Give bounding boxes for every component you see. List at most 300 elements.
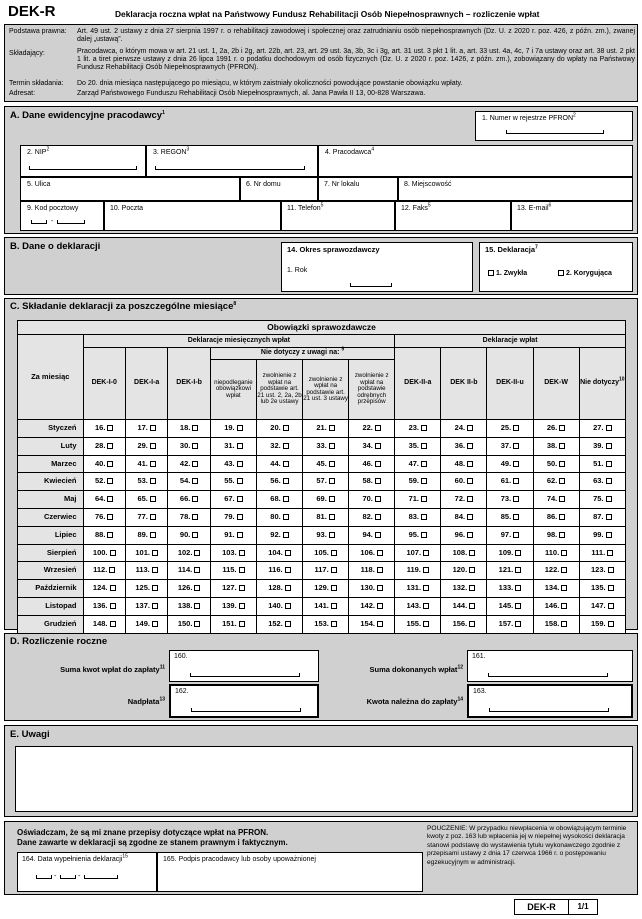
month-checkbox-cell[interactable] (256, 473, 302, 491)
month-checkbox-cell[interactable] (533, 437, 579, 455)
month-checkbox-cell[interactable] (210, 508, 256, 526)
month-checkbox-cell[interactable] (168, 455, 210, 473)
checkbox-icon[interactable] (375, 478, 381, 484)
checkbox-icon[interactable] (331, 621, 337, 627)
month-checkbox-cell[interactable] (487, 437, 533, 455)
month-checkbox-cell[interactable] (441, 615, 487, 633)
checkbox-icon[interactable] (421, 532, 427, 538)
checkbox-icon[interactable] (285, 550, 291, 556)
month-checkbox-cell[interactable] (83, 580, 125, 598)
month-checkbox-cell[interactable] (303, 580, 349, 598)
month-checkbox-cell[interactable] (349, 420, 395, 438)
month-checkbox-cell[interactable] (168, 473, 210, 491)
checkbox-icon[interactable] (152, 585, 158, 591)
checkbox-icon[interactable] (559, 496, 565, 502)
field-5-street[interactable]: 5. Ulica (20, 177, 240, 201)
month-checkbox-cell[interactable] (83, 597, 125, 615)
month-checkbox-cell[interactable] (168, 437, 210, 455)
remarks-field[interactable] (15, 746, 633, 812)
month-checkbox-cell[interactable] (83, 420, 125, 438)
month-checkbox-cell[interactable] (349, 615, 395, 633)
checkbox-icon[interactable] (421, 478, 427, 484)
checkbox-icon[interactable] (513, 443, 519, 449)
checkbox-icon[interactable] (377, 603, 383, 609)
checkbox-icon[interactable] (375, 514, 381, 520)
checkbox-icon[interactable] (423, 585, 429, 591)
month-checkbox-cell[interactable] (210, 420, 256, 438)
checkbox-icon[interactable] (109, 567, 115, 573)
month-checkbox-cell[interactable] (533, 526, 579, 544)
checkbox-icon[interactable] (606, 514, 612, 520)
month-checkbox-cell[interactable] (125, 455, 167, 473)
field-1-pfron-number[interactable]: 1. Numer w rejestrze PFRON$^2$ (475, 111, 633, 141)
month-checkbox-cell[interactable] (303, 455, 349, 473)
month-checkbox-cell[interactable] (487, 544, 533, 562)
month-checkbox-cell[interactable] (256, 508, 302, 526)
month-checkbox-cell[interactable] (349, 597, 395, 615)
month-checkbox-cell[interactable] (487, 455, 533, 473)
checkbox-icon[interactable] (192, 443, 198, 449)
option-correcting[interactable]: 2. Korygująca (556, 270, 612, 278)
month-checkbox-cell[interactable] (349, 473, 395, 491)
checkbox-icon[interactable] (150, 478, 156, 484)
field-12-fax[interactable]: 12. Faks$^5$ (395, 201, 511, 231)
month-checkbox-cell[interactable] (579, 455, 625, 473)
month-checkbox-cell[interactable] (579, 473, 625, 491)
month-checkbox-cell[interactable] (125, 508, 167, 526)
month-checkbox-cell[interactable] (83, 526, 125, 544)
month-checkbox-cell[interactable] (579, 615, 625, 633)
checkbox-icon[interactable] (513, 514, 519, 520)
month-checkbox-cell[interactable] (303, 597, 349, 615)
checkbox-icon[interactable] (469, 603, 475, 609)
checkbox-icon[interactable] (515, 603, 521, 609)
checkbox-icon[interactable] (375, 461, 381, 467)
month-checkbox-cell[interactable] (441, 455, 487, 473)
checkbox-icon[interactable] (152, 621, 158, 627)
checkbox-icon[interactable] (192, 532, 198, 538)
checkbox-icon[interactable] (237, 425, 243, 431)
checkbox-icon[interactable] (329, 514, 335, 520)
checkbox-icon[interactable] (239, 585, 245, 591)
checkbox-icon[interactable] (559, 461, 565, 467)
checkbox-icon[interactable] (515, 550, 521, 556)
month-checkbox-cell[interactable] (441, 437, 487, 455)
checkbox-icon[interactable] (152, 603, 158, 609)
month-checkbox-cell[interactable] (168, 615, 210, 633)
checkbox-icon[interactable] (559, 514, 565, 520)
field-164-date[interactable]: 164. Data wypełnienia deklaracji$^{15}$ - - (17, 852, 157, 892)
month-checkbox-cell[interactable] (303, 615, 349, 633)
checkbox-icon[interactable] (110, 550, 116, 556)
checkbox-icon[interactable] (283, 461, 289, 467)
checkbox-icon[interactable] (561, 550, 567, 556)
checkbox-icon[interactable] (513, 496, 519, 502)
month-checkbox-cell[interactable] (83, 544, 125, 562)
checkbox-icon[interactable] (329, 425, 335, 431)
checkbox-icon[interactable] (423, 550, 429, 556)
field-3-regon[interactable]: 3. REGON$^3$ (146, 145, 318, 177)
month-checkbox-cell[interactable] (349, 562, 395, 580)
checkbox-icon[interactable] (377, 621, 383, 627)
month-checkbox-cell[interactable] (395, 562, 441, 580)
month-checkbox-cell[interactable] (125, 544, 167, 562)
month-checkbox-cell[interactable] (441, 544, 487, 562)
month-checkbox-cell[interactable] (256, 526, 302, 544)
month-checkbox-cell[interactable] (487, 420, 533, 438)
checkbox-icon[interactable] (152, 550, 158, 556)
month-checkbox-cell[interactable] (210, 473, 256, 491)
checkbox-icon[interactable] (107, 496, 113, 502)
checkbox-icon[interactable] (467, 461, 473, 467)
field-2-nip[interactable]: 2. NIP$^2$ (20, 145, 146, 177)
checkbox-icon[interactable] (375, 532, 381, 538)
month-checkbox-cell[interactable] (441, 562, 487, 580)
checkbox-icon[interactable] (467, 443, 473, 449)
checkbox-icon[interactable] (237, 478, 243, 484)
month-checkbox-cell[interactable] (349, 580, 395, 598)
month-checkbox-cell[interactable] (441, 597, 487, 615)
checkbox-icon[interactable] (375, 425, 381, 431)
checkbox-icon[interactable] (421, 496, 427, 502)
month-checkbox-cell[interactable] (533, 544, 579, 562)
field-8-city[interactable]: 8. Miejscowość (398, 177, 633, 201)
checkbox-icon[interactable] (237, 514, 243, 520)
month-checkbox-cell[interactable] (125, 491, 167, 509)
checkbox-icon[interactable] (239, 603, 245, 609)
checkbox-icon[interactable] (239, 621, 245, 627)
checkbox-icon[interactable] (283, 443, 289, 449)
checkbox-icon[interactable] (606, 496, 612, 502)
checkbox-icon[interactable] (107, 461, 113, 467)
month-checkbox-cell[interactable] (256, 597, 302, 615)
checkbox-icon[interactable] (107, 532, 113, 538)
month-checkbox-cell[interactable] (303, 526, 349, 544)
checkbox-icon[interactable] (469, 585, 475, 591)
month-checkbox-cell[interactable] (579, 526, 625, 544)
month-checkbox-cell[interactable] (168, 491, 210, 509)
month-checkbox-cell[interactable] (579, 508, 625, 526)
month-checkbox-cell[interactable] (533, 580, 579, 598)
month-checkbox-cell[interactable] (533, 597, 579, 615)
checkbox-icon[interactable] (467, 514, 473, 520)
field-10-post-office[interactable]: 10. Poczta (104, 201, 281, 231)
checkbox-icon[interactable] (375, 443, 381, 449)
checkbox-icon[interactable] (331, 567, 337, 573)
option-normal[interactable]: 1. Zwykła (486, 270, 527, 278)
checkbox-icon[interactable] (608, 585, 614, 591)
checkbox-icon[interactable] (606, 532, 612, 538)
field-162-overpayment[interactable]: 162. (169, 684, 319, 718)
month-checkbox-cell[interactable] (579, 437, 625, 455)
field-165-signature[interactable]: 165. Podpis pracodawcy lub osoby upoważnionej (157, 852, 423, 892)
checkbox-icon[interactable] (561, 585, 567, 591)
checkbox-icon[interactable] (283, 532, 289, 538)
checkbox-icon[interactable] (421, 443, 427, 449)
month-checkbox-cell[interactable] (125, 473, 167, 491)
month-checkbox-cell[interactable] (441, 508, 487, 526)
month-checkbox-cell[interactable] (303, 562, 349, 580)
month-checkbox-cell[interactable] (256, 420, 302, 438)
field-163-amount-due[interactable]: 163. (467, 684, 633, 718)
month-checkbox-cell[interactable] (579, 420, 625, 438)
checkbox-icon[interactable] (469, 550, 475, 556)
month-checkbox-cell[interactable] (210, 562, 256, 580)
month-checkbox-cell[interactable] (533, 473, 579, 491)
checkbox-icon[interactable] (329, 461, 335, 467)
checkbox-icon[interactable] (283, 514, 289, 520)
month-checkbox-cell[interactable] (395, 544, 441, 562)
checkbox-icon[interactable] (150, 461, 156, 467)
month-checkbox-cell[interactable] (210, 580, 256, 598)
checkbox-icon[interactable] (607, 550, 613, 556)
month-checkbox-cell[interactable] (487, 526, 533, 544)
checkbox-icon[interactable] (150, 443, 156, 449)
field-4-employer[interactable]: 4. Pracodawca$^4$ (318, 145, 633, 177)
month-checkbox-cell[interactable] (533, 455, 579, 473)
checkbox-icon[interactable] (192, 478, 198, 484)
month-checkbox-cell[interactable] (533, 491, 579, 509)
checkbox-icon[interactable] (608, 567, 614, 573)
checkbox-icon[interactable] (194, 550, 200, 556)
month-checkbox-cell[interactable] (303, 420, 349, 438)
checkbox-icon[interactable] (513, 425, 519, 431)
month-checkbox-cell[interactable] (533, 562, 579, 580)
checkbox-icon[interactable] (423, 603, 429, 609)
month-checkbox-cell[interactable] (395, 615, 441, 633)
month-checkbox-cell[interactable] (83, 491, 125, 509)
checkbox-icon[interactable] (559, 443, 565, 449)
checkbox-icon[interactable] (194, 585, 200, 591)
month-checkbox-cell[interactable] (125, 615, 167, 633)
checkbox-icon[interactable] (150, 425, 156, 431)
checkbox-icon[interactable] (283, 478, 289, 484)
month-checkbox-cell[interactable] (579, 597, 625, 615)
month-checkbox-cell[interactable] (168, 562, 210, 580)
month-checkbox-cell[interactable] (349, 526, 395, 544)
checkbox-icon[interactable] (107, 425, 113, 431)
month-checkbox-cell[interactable] (210, 437, 256, 455)
month-checkbox-cell[interactable] (256, 455, 302, 473)
checkbox-icon[interactable] (375, 496, 381, 502)
month-checkbox-cell[interactable] (256, 544, 302, 562)
month-checkbox-cell[interactable] (125, 437, 167, 455)
checkbox-icon[interactable] (152, 567, 158, 573)
field-11-phone[interactable]: 11. Telefon$^5$ (281, 201, 395, 231)
month-checkbox-cell[interactable] (533, 615, 579, 633)
checkbox-icon[interactable] (150, 532, 156, 538)
checkbox-icon[interactable] (107, 443, 113, 449)
month-checkbox-cell[interactable] (579, 544, 625, 562)
month-checkbox-cell[interactable] (579, 580, 625, 598)
month-checkbox-cell[interactable] (256, 437, 302, 455)
checkbox-icon[interactable] (377, 550, 383, 556)
field-161-sum-paid[interactable]: 161. (467, 650, 633, 682)
month-checkbox-cell[interactable] (395, 473, 441, 491)
month-checkbox-cell[interactable] (487, 562, 533, 580)
month-checkbox-cell[interactable] (395, 455, 441, 473)
checkbox-icon[interactable] (329, 478, 335, 484)
checkbox-icon[interactable] (608, 621, 614, 627)
month-checkbox-cell[interactable] (210, 597, 256, 615)
month-checkbox-cell[interactable] (168, 508, 210, 526)
checkbox-icon[interactable] (559, 478, 565, 484)
checkbox-icon[interactable] (606, 443, 612, 449)
month-checkbox-cell[interactable] (125, 580, 167, 598)
month-checkbox-cell[interactable] (579, 491, 625, 509)
checkbox-icon[interactable] (606, 478, 612, 484)
checkbox-icon[interactable] (331, 550, 337, 556)
checkbox-icon[interactable] (515, 621, 521, 627)
month-checkbox-cell[interactable] (349, 455, 395, 473)
checkbox-icon[interactable] (150, 496, 156, 502)
month-checkbox-cell[interactable] (349, 508, 395, 526)
checkbox-icon[interactable] (285, 567, 291, 573)
month-checkbox-cell[interactable] (441, 580, 487, 598)
month-checkbox-cell[interactable] (125, 562, 167, 580)
month-checkbox-cell[interactable] (349, 437, 395, 455)
month-checkbox-cell[interactable] (395, 580, 441, 598)
field-13-email[interactable]: 13. E-mail$^6$ (511, 201, 633, 231)
month-checkbox-cell[interactable] (125, 526, 167, 544)
month-checkbox-cell[interactable] (303, 473, 349, 491)
month-checkbox-cell[interactable] (395, 526, 441, 544)
month-checkbox-cell[interactable] (441, 420, 487, 438)
month-checkbox-cell[interactable] (83, 437, 125, 455)
checkbox-icon[interactable] (513, 478, 519, 484)
month-checkbox-cell[interactable] (349, 544, 395, 562)
month-checkbox-cell[interactable] (125, 420, 167, 438)
checkbox-icon[interactable] (606, 461, 612, 467)
month-checkbox-cell[interactable] (349, 491, 395, 509)
checkbox-icon[interactable] (467, 496, 473, 502)
checkbox-icon[interactable] (237, 496, 243, 502)
field-9-postal-code[interactable]: 9. Kod pocztowy - (20, 201, 104, 231)
checkbox-icon[interactable] (561, 603, 567, 609)
year-input[interactable] (350, 283, 392, 287)
month-checkbox-cell[interactable] (83, 562, 125, 580)
month-checkbox-cell[interactable] (395, 508, 441, 526)
checkbox-icon[interactable] (150, 514, 156, 520)
month-checkbox-cell[interactable] (125, 597, 167, 615)
month-checkbox-cell[interactable] (83, 455, 125, 473)
checkbox-icon[interactable] (110, 621, 116, 627)
month-checkbox-cell[interactable] (210, 526, 256, 544)
month-checkbox-cell[interactable] (533, 420, 579, 438)
checkbox-icon[interactable] (239, 550, 245, 556)
month-checkbox-cell[interactable] (83, 508, 125, 526)
checkbox-icon[interactable] (608, 603, 614, 609)
checkbox-icon[interactable] (192, 514, 198, 520)
month-checkbox-cell[interactable] (441, 491, 487, 509)
month-checkbox-cell[interactable] (168, 526, 210, 544)
checkbox-icon[interactable] (421, 461, 427, 467)
month-checkbox-cell[interactable] (303, 508, 349, 526)
month-checkbox-cell[interactable] (395, 420, 441, 438)
checkbox-icon[interactable] (194, 603, 200, 609)
checkbox-icon[interactable] (467, 478, 473, 484)
field-6-house-number[interactable]: 6. Nr domu (240, 177, 318, 201)
month-checkbox-cell[interactable] (256, 615, 302, 633)
checkbox-icon[interactable] (561, 567, 567, 573)
checkbox-icon[interactable] (237, 532, 243, 538)
checkbox-icon[interactable] (377, 585, 383, 591)
month-checkbox-cell[interactable] (83, 615, 125, 633)
month-checkbox-cell[interactable] (168, 580, 210, 598)
checkbox-icon[interactable] (329, 496, 335, 502)
checkbox-icon[interactable] (239, 567, 245, 573)
month-checkbox-cell[interactable] (83, 473, 125, 491)
month-checkbox-cell[interactable] (395, 597, 441, 615)
checkbox-icon[interactable] (110, 585, 116, 591)
month-checkbox-cell[interactable] (487, 473, 533, 491)
checkbox-icon[interactable] (515, 567, 521, 573)
checkbox-icon[interactable] (283, 496, 289, 502)
field-7-apartment[interactable]: 7. Nr lokalu (318, 177, 398, 201)
checkbox-icon[interactable] (107, 478, 113, 484)
field-160-sum-due[interactable]: 160. (169, 650, 319, 682)
checkbox-icon[interactable] (377, 567, 383, 573)
month-checkbox-cell[interactable] (210, 491, 256, 509)
checkbox-icon[interactable] (237, 461, 243, 467)
checkbox-icon[interactable] (331, 585, 337, 591)
month-checkbox-cell[interactable] (487, 580, 533, 598)
month-checkbox-cell[interactable] (487, 491, 533, 509)
month-checkbox-cell[interactable] (487, 508, 533, 526)
checkbox-icon[interactable] (329, 532, 335, 538)
checkbox-icon[interactable] (329, 443, 335, 449)
checkbox-icon[interactable] (513, 532, 519, 538)
month-checkbox-cell[interactable] (441, 526, 487, 544)
checkbox-icon[interactable] (469, 567, 475, 573)
checkbox-icon[interactable] (194, 621, 200, 627)
month-checkbox-cell[interactable] (303, 437, 349, 455)
month-checkbox-cell[interactable] (533, 508, 579, 526)
month-checkbox-cell[interactable] (210, 544, 256, 562)
checkbox-icon[interactable] (421, 514, 427, 520)
checkbox-icon[interactable] (285, 603, 291, 609)
month-checkbox-cell[interactable] (303, 491, 349, 509)
checkbox-icon[interactable] (559, 532, 565, 538)
checkbox-icon[interactable] (285, 585, 291, 591)
checkbox-icon[interactable] (331, 603, 337, 609)
month-checkbox-cell[interactable] (441, 473, 487, 491)
month-checkbox-cell[interactable] (579, 562, 625, 580)
checkbox-icon[interactable] (515, 585, 521, 591)
checkbox-icon[interactable] (285, 621, 291, 627)
checkbox-icon[interactable] (192, 461, 198, 467)
checkbox-icon[interactable] (192, 425, 198, 431)
checkbox-icon[interactable] (423, 567, 429, 573)
checkbox-icon[interactable] (194, 567, 200, 573)
checkbox-icon[interactable] (107, 514, 113, 520)
month-checkbox-cell[interactable] (395, 491, 441, 509)
checkbox-icon[interactable] (467, 532, 473, 538)
month-checkbox-cell[interactable] (395, 437, 441, 455)
month-checkbox-cell[interactable] (303, 544, 349, 562)
month-checkbox-cell[interactable] (210, 455, 256, 473)
checkbox-icon[interactable] (192, 496, 198, 502)
month-checkbox-cell[interactable] (168, 544, 210, 562)
month-checkbox-cell[interactable] (256, 562, 302, 580)
checkbox-icon[interactable] (469, 621, 475, 627)
month-checkbox-cell[interactable] (256, 580, 302, 598)
checkbox-icon[interactable] (423, 621, 429, 627)
checkbox-icon[interactable] (606, 425, 612, 431)
checkbox-icon[interactable] (237, 443, 243, 449)
checkbox-icon[interactable] (283, 425, 289, 431)
month-checkbox-cell[interactable] (487, 597, 533, 615)
